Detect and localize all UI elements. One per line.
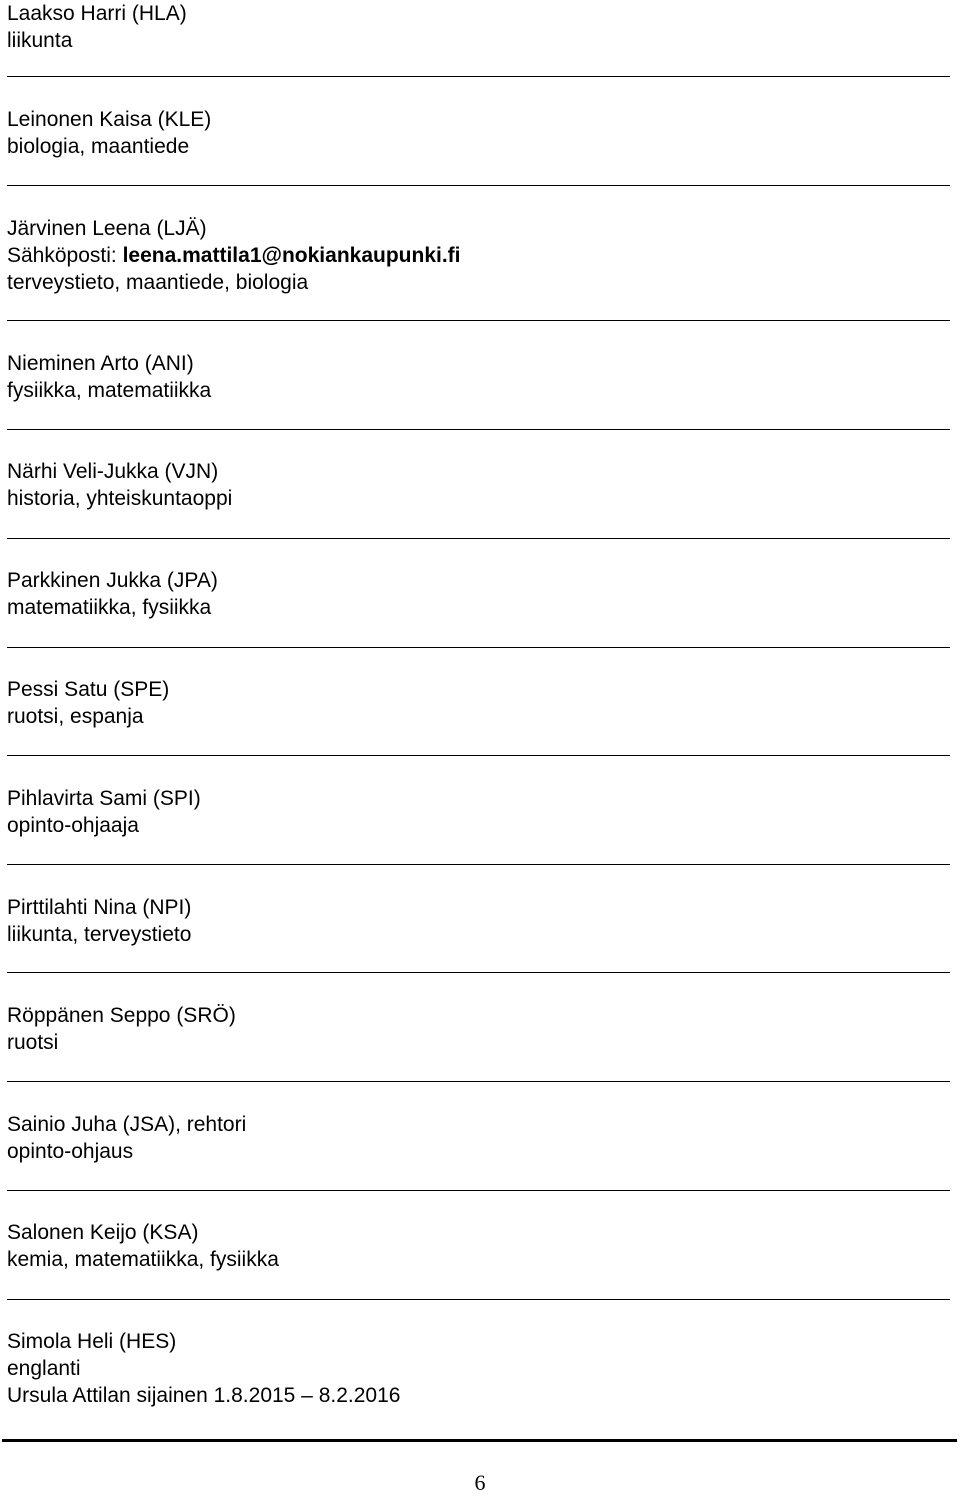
staff-entry [7, 0, 187, 54]
staff-name: Pessi Satu (SPE) [7, 678, 170, 701]
staff-subjects: matematiikka, fysiikka [7, 596, 212, 619]
staff-entry [7, 1328, 400, 1409]
staff-subjects: ruotsi, espanja [7, 705, 144, 728]
separator-line [7, 538, 950, 539]
staff-name: Röppänen Seppo (SRÖ) [7, 1004, 236, 1027]
separator-line [7, 429, 950, 430]
page-number: 6 [474, 1470, 486, 1495]
staff-name: Pirttilahti Nina (NPI) [7, 896, 192, 919]
separator-line [7, 972, 950, 973]
staff-name: Pihlavirta Sami (SPI) [7, 787, 201, 810]
staff-entry [7, 676, 169, 730]
staff-subjects: liikunta [7, 29, 73, 52]
separator-line [7, 185, 950, 186]
separator-line [7, 76, 950, 77]
separator-line [7, 1081, 950, 1082]
staff-name: Sainio Juha (JSA), rehtori [7, 1113, 247, 1136]
staff-entry [7, 1111, 246, 1165]
staff-entry [7, 1219, 279, 1273]
staff-subjects: ruotsi [7, 1031, 59, 1054]
page-bottom-rule [2, 1439, 957, 1442]
staff-subjects: kemia, matematiikka, fysiikka [7, 1248, 279, 1271]
staff-subjects: liikunta, terveystieto [7, 923, 192, 946]
email-label: Sähköposti: [7, 244, 117, 267]
staff-email-line [7, 242, 461, 269]
staff-note: Ursula Attilan sijainen 1.8.2015 – 8.2.2016 [7, 1384, 401, 1407]
staff-name: Järvinen Leena (LJÄ) [7, 217, 207, 240]
separator-line [7, 1190, 950, 1191]
staff-subjects: biologia, maantiede [7, 135, 190, 158]
staff-name: Närhi Veli-Jukka (VJN) [7, 460, 219, 483]
staff-entry [7, 350, 211, 404]
staff-name: Salonen Keijo (KSA) [7, 1221, 199, 1244]
staff-name: Leinonen Kaisa (KLE) [7, 108, 212, 131]
staff-subjects: opinto-ohjaaja [7, 814, 139, 837]
staff-subjects: englanti [7, 1357, 81, 1380]
staff-entry [7, 785, 201, 839]
staff-entry [7, 567, 218, 621]
staff-subjects: historia, yhteiskuntaoppi [7, 487, 233, 510]
staff-subjects: fysiikka, matematiikka [7, 379, 212, 402]
separator-line [7, 320, 950, 321]
separator-line [7, 647, 950, 648]
staff-name: Laakso Harri (HLA) [7, 2, 187, 25]
staff-entry [7, 894, 191, 948]
staff-entry [7, 1002, 236, 1056]
separator-line [7, 864, 950, 865]
staff-entry [7, 215, 461, 296]
staff-entry [7, 458, 232, 512]
staff-name: Nieminen Arto (ANI) [7, 352, 194, 375]
separator-line [7, 755, 950, 756]
staff-name: Simola Heli (HES) [7, 1330, 177, 1353]
staff-entry [7, 106, 211, 160]
staff-name: Parkkinen Jukka (JPA) [7, 569, 218, 592]
staff-subjects: terveystieto, maantiede, biologia [7, 271, 309, 294]
staff-subjects: opinto-ohjaus [7, 1140, 134, 1163]
email-link[interactable]: leena.mattila1@nokiankaupunki.fi [122, 244, 461, 267]
separator-line [7, 1299, 950, 1300]
